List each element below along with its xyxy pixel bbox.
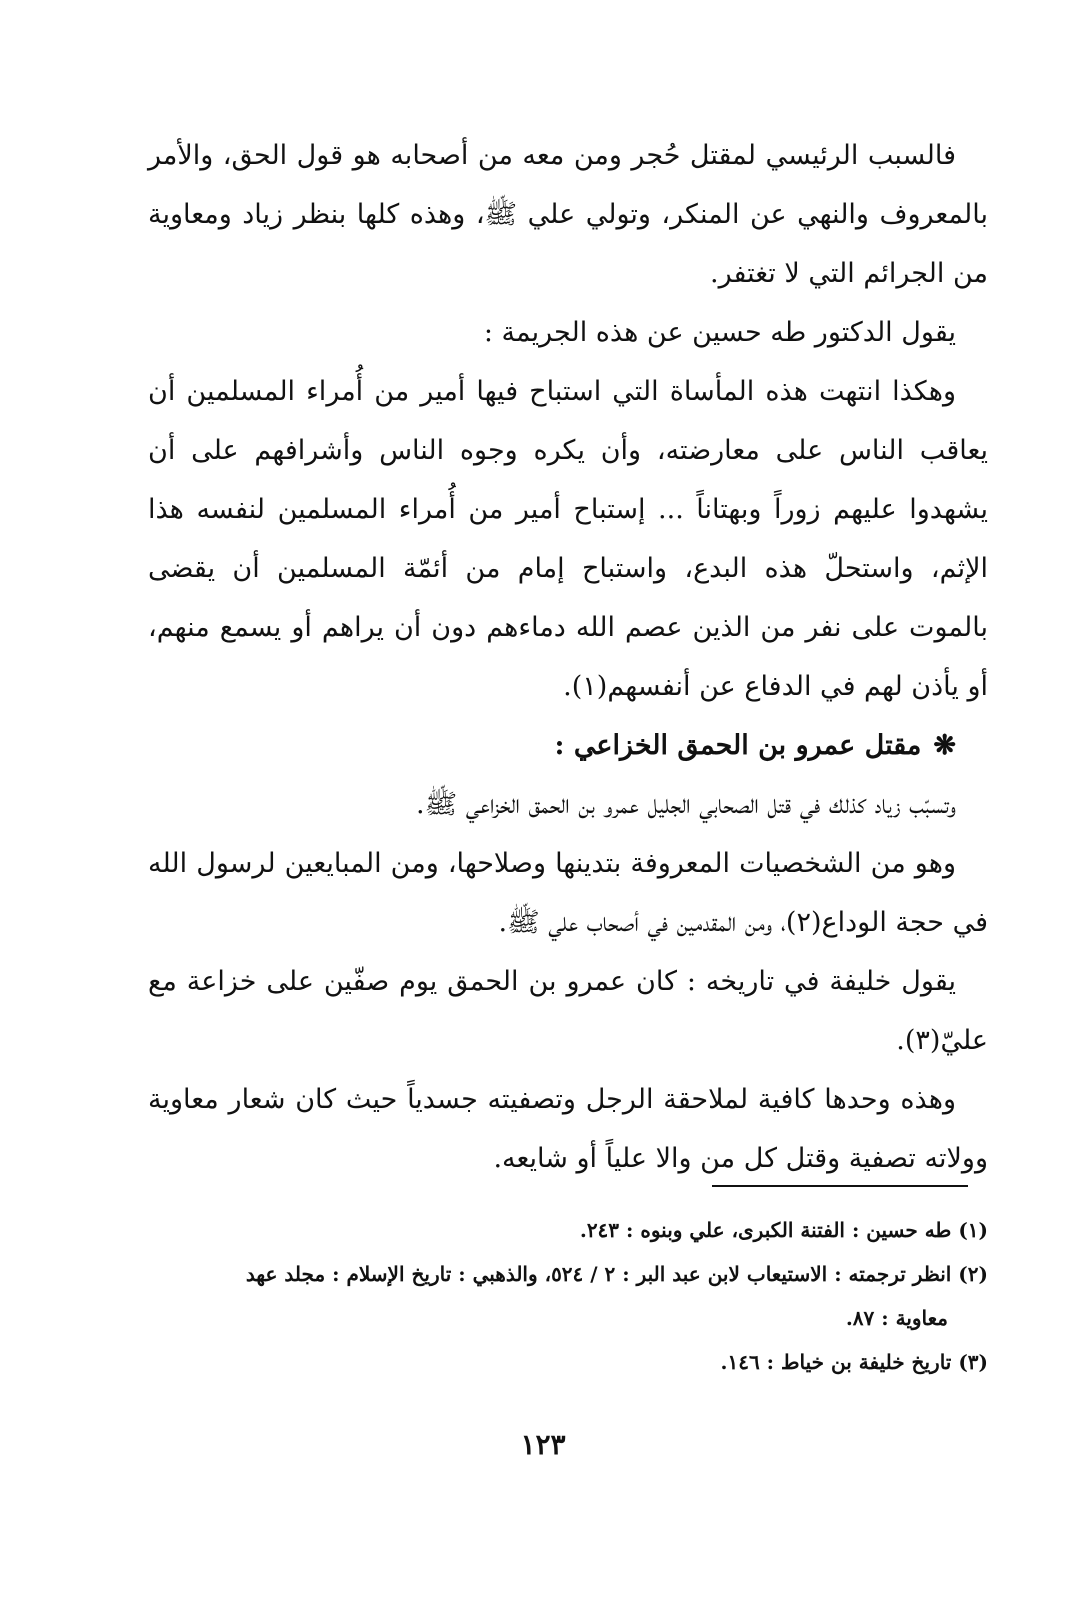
paragraph-7: وهذه وحدها كافية لملاحقة الرجل وتصفيته جسدياً حيث كان شعار معاوية وولاته تصفية وقتل كل من والا علياً أو شايعه. (148, 1084, 988, 1174)
footnote-1: (١) طه حسين : الفتنة الكبرى، علي وبنوه : ٢٤٣. (579, 1218, 988, 1242)
paragraph-2: يقول الدكتور طه حسين عن هذه الجريمة : (483, 317, 956, 348)
footnote-divider (712, 1185, 968, 1187)
quote-paragraph: وهكذا انتهت هذه المأساة التي استباح فيها أمير من أُمراء المسلمين أن يعاقب الناس على معارضته، وأن يكره وجوه الناس وأشرافهم على أن يشهدوا عليهم زوراً وبهتاناً ... إستباح أمير من أُمراء المسلمين لنفسه هذا الإثم، واستحلّ هذه البدع، واستباح إمام من أئمّة المسلمين أن يقضى بالموت على نفر من الذين عصم الله دماءهم دون أن يراهم أو يسمع منهم، أو يأذن لهم في الدفاع عن أنفسهم(١). (148, 376, 988, 702)
section-heading-text: مقتل عمرو بن الحمق الخزاعي : (554, 730, 922, 761)
footnotes (148, 1208, 988, 1384)
section-heading (148, 716, 988, 775)
star-icon: ❋ (933, 730, 956, 761)
main-text (148, 126, 988, 1188)
paragraph-4: وتسبّب زياد كذلك في قتل الصحابي الجليل عمرو بن الحمق الخزاعي ﷺ. (416, 789, 956, 820)
footnote-3: (٣) تاريخ خليفة بن خياط : ١٤٦. (720, 1350, 988, 1374)
footnote-2-continuation: معاوية : ٨٧. (845, 1306, 948, 1330)
paragraph-5: وهو من الشخصيات المعروفة بتدينها وصلاحها، ومن المبايعين لرسول الله في حجة الوداع(٢)، ومن المقدمين في أصحاب علي ﷺ. (148, 848, 988, 938)
footnote-2: (٢) انظر ترجمته : الاستيعاب لابن عبد البر : ٢ / ٥٢٤، والذهبي : تاريخ الإسلام : مجلد عهد (245, 1262, 988, 1286)
paragraph-1: فالسبب الرئيسي لمقتل حُجر ومن معه من أصحابه هو قول الحق، والأمر بالمعروف والنهي عن المنكر، وتولي علي ﷺ، وهذه كلها بنظر زياد ومعاوية من الجرائم التي لا تغتفر. (148, 140, 988, 289)
page-number: ١٢٣ (520, 1428, 566, 1461)
paragraph-6: يقول خليفة في تاريخه : كان عمرو بن الحمق يوم صفّين على خزاعة مع عليّ(٣). (148, 966, 988, 1056)
